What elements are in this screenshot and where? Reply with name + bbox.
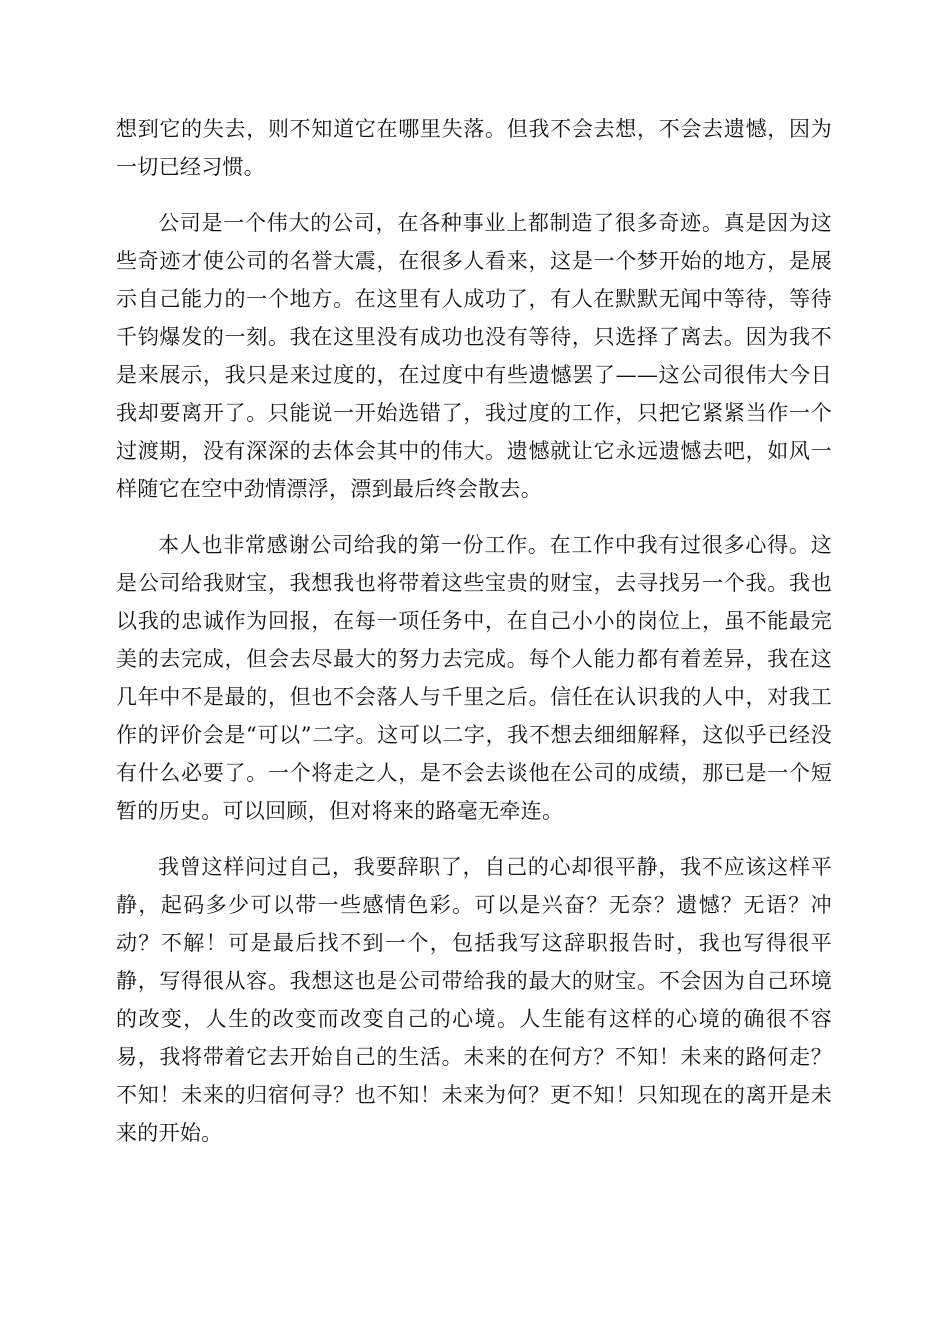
paragraph-4: 我曾这样问过自己，我要辞职了，自己的心却很平静，我不应该这样平静，起码多少可以带一些感情色彩。可以是兴奋？无奈？遗憾？无语？冲动？不解！可是最后找不到一个，包括我写这辞职报告时，我也写得很平静，写得很从容。我想这也是公司带给我的最大的财宝。不会因为自己环境的改变，人生的改变而改变自己的心境。人生能有这样的心境的确很不容易，我将带着它去开始自己的生活。未来的在何方？不知！未来的路何走？不知！未来的归宿何寻？也不知！未来为何？更不知！只知现在的离开是未来的开始。: [116, 855, 832, 1145]
document-body: [116, 110, 832, 1152]
paragraph-2: 公司是一个伟大的公司，在各种事业上都制造了很多奇迹。真是因为这些奇迹才使公司的名誉大震，在很多人看来，这是一个梦开始的地方，是展示自己能力的一个地方。在这里有人成功了，有人在默默无闻中等待，等待千钧爆发的一刻。我在这里没有成功也没有等待，只选择了离去。因为我不是来展示，我只是来过度的，在过度中有些遗憾罢了——这公司很伟大今日我却要离开了。只能说一开始选错了，我过度的工作，只把它紧紧当作一个过渡期，没有深深的去体会其中的伟大。遗憾就让它永远遗憾去吧，如风一样随它在空中劲情漂浮，漂到最后终会散去。: [116, 211, 832, 501]
paragraph-3: 本人也非常感谢公司给我的第一份工作。在工作中我有过很多心得。这是公司给我财宝，我想我也将带着这些宝贵的财宝，去寻找另一个我。我也以我的忠诚作为回报，在每一项任务中，在自己小小的岗位上，虽不能最完美的去完成，但会去尽最大的努力去完成。每个人能力都有着差异，我在这几年中不是最的，但也不会落人与千里之后。信任在认识我的人中，对我工作的评价会是“可以”二字。这可以二字，我不想去细细解释，这似乎已经没有什么必要了。一个将走之人，是不会去谈他在公司的成绩，那已是一个短暂的历史。可以回顾，但对将来的路毫无牵连。: [116, 533, 832, 823]
paragraph-1: 想到它的失去，则不知道它在哪里失落。但我不会去想，不会去遗憾，因为一切已经习惯。: [116, 117, 832, 179]
